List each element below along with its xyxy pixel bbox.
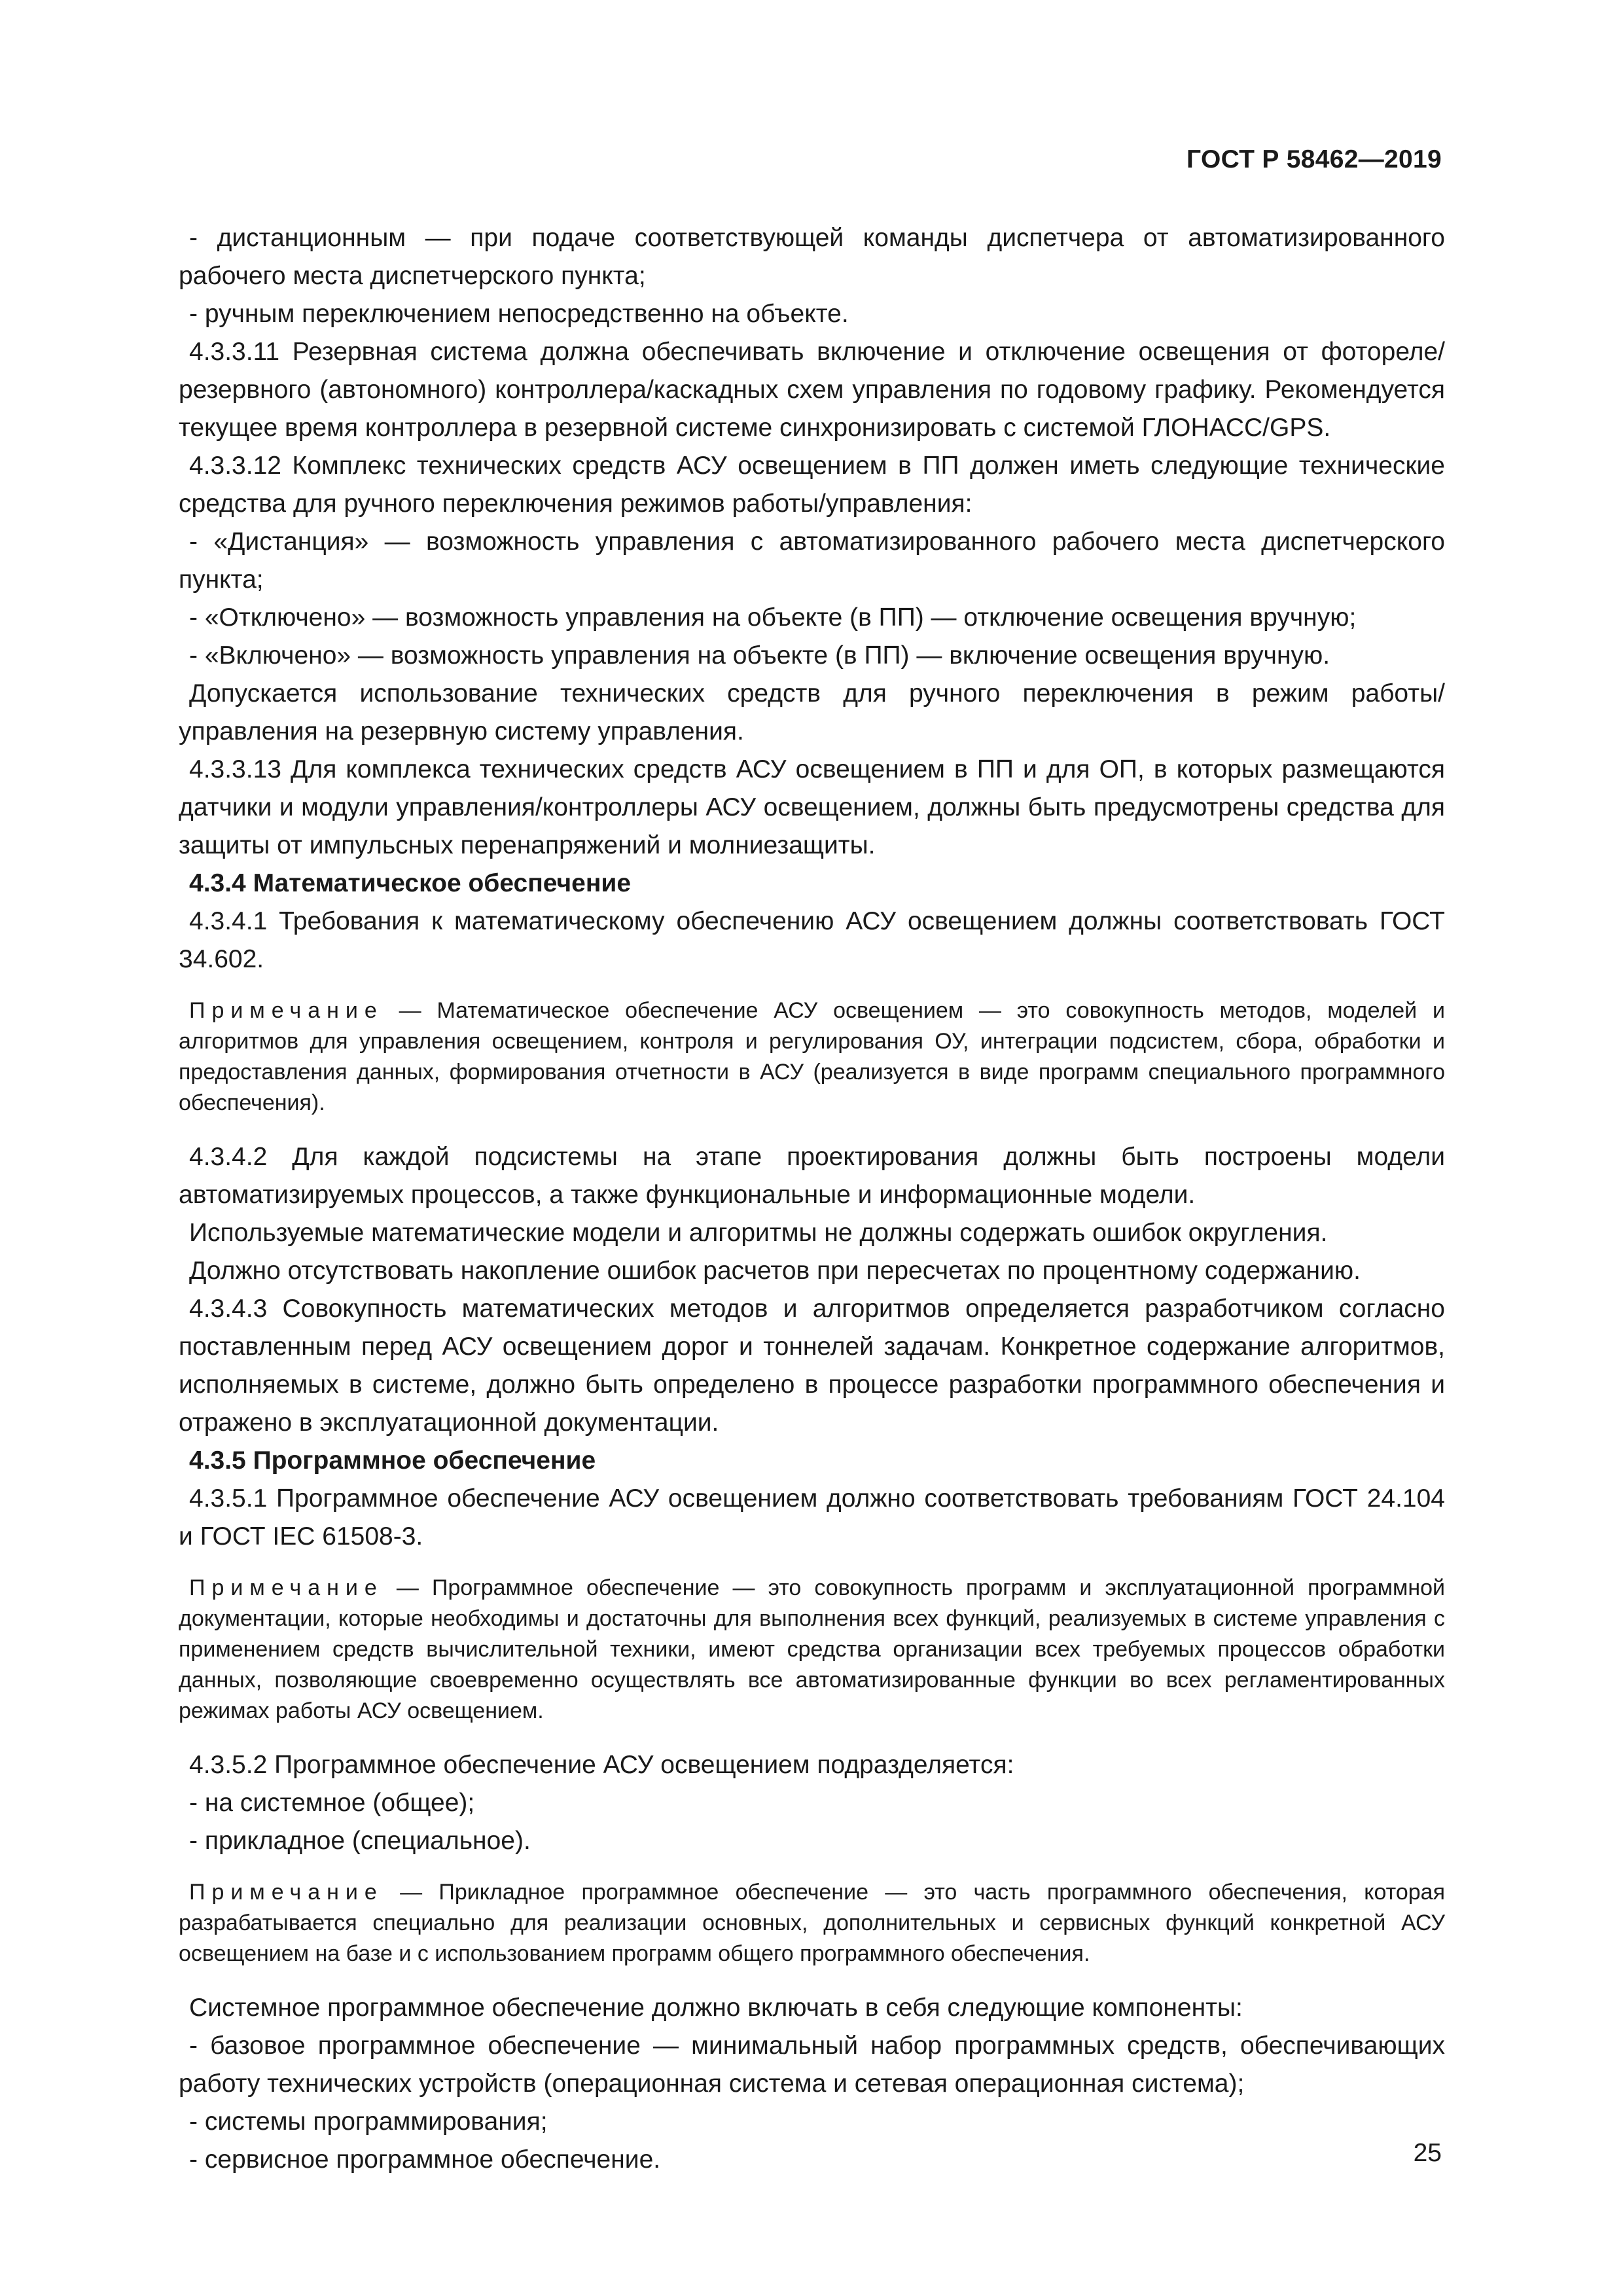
note-paragraph: [179, 996, 1445, 1119]
body-paragraph: Используемые математические модели и алгоритмы не должны содержать ошибок округления.: [189, 1219, 1328, 1247]
note-label: Примечание: [189, 1575, 383, 1600]
body-paragraph: Допускается использование технических средств для ручного переключения в режим работы/ управления на резервную систему управления.: [179, 679, 1445, 745]
clause-paragraph: 4.3.5.2 Программное обеспечение АСУ освещением подразделяется:: [189, 1751, 1014, 1779]
page-number: 25: [1413, 2139, 1442, 2167]
clause-paragraph: 4.3.4.3 Совокупность математических методов и алгоритмов определяется разработчиком согласно поставленным перед АСУ освещением дорог и тоннелей задачам. Конкретное содержание алгоритмов, исполняемых в системе, должно быть определено в процессе разработки программного обеспечения и отражено в эксплуатационной документации.: [179, 1295, 1445, 1437]
list-item: - на системное (общее);: [189, 1789, 475, 1817]
list-item: - базовое программное обеспечение — минимальный набор программных средств, обеспечивающих работу технических устройств (операционная система и сетевая операционная система);: [179, 2032, 1445, 2098]
section-heading: 4.3.5 Программное обеспечение: [189, 1446, 596, 1475]
clause-paragraph: 4.3.4.2 Для каждой подсистемы на этапе проектирования должны быть построены модели автоматизируемых процессов, а также функциональные и информационные модели.: [179, 1143, 1445, 1209]
note-paragraph: [179, 1877, 1445, 1969]
list-item: - прикладное (специальное).: [189, 1827, 531, 1855]
note-paragraph: [179, 1573, 1445, 1727]
note-text: — Программное обеспечение — это совокупность программ и эксплуатационной программной документации, которые необходимы и достаточны для выполнения всех функций, реализуемых в системе управления с применением средств вычислительной техники, имеют средства организации всех требуемых процессов обработки данных, позволяющие своевременно осуществлять все автоматизированные функции во всех регламентированных режимах работы АСУ освещением.: [179, 1575, 1446, 1723]
note-label: Примечание: [189, 1880, 383, 1905]
document-designation: ГОСТ Р 58462—2019: [1186, 145, 1442, 173]
body-paragraph: Системное программное обеспечение должно включать в себя следующие компоненты:: [189, 1994, 1243, 2022]
clause-paragraph: 4.3.4.1 Требования к математическому обеспечению АСУ освещением должны соответствовать ГОСТ 34.602.: [179, 907, 1445, 973]
list-item: - ручным переключением непосредственно на объекте.: [189, 300, 849, 328]
body-paragraph: Должно отсутствовать накопление ошибок расчетов при пересчетах по процентному содержанию.: [189, 1257, 1361, 1285]
clause-paragraph: 4.3.3.13 Для комплекса технических средств АСУ освещением в ПП и для ОП, в которых размещаются датчики и модули управления/контроллеры АСУ освещением, должны быть предусмотрены средства для защиты от импульсных перенапряжений и молниезащиты.: [179, 755, 1445, 859]
clause-paragraph: 4.3.5.1 Программное обеспечение АСУ освещением должно соответствовать требованиям ГОСТ 24.104 и ГОСТ IEC 61508-3.: [179, 1484, 1445, 1551]
list-item: - системы программирования;: [189, 2108, 548, 2136]
clause-paragraph: 4.3.3.11 Резервная система должна обеспечивать включение и отключение освещения от фотореле/резервного (автономного) контроллера/каскадных схем управления по годовому графику. Рекомендуется текущее время контроллера в резервной системе синхронизировать с системой ГЛОНАСС/GPS.: [179, 338, 1445, 442]
list-item: - «Включено» — возможность управления на объекте (в ПП) — включение освещения вручную.: [189, 641, 1330, 670]
list-item: - дистанционным — при подаче соответствующей команды диспетчера от автоматизированного рабочего места диспетчерского пункта;: [179, 224, 1445, 290]
note-label: Примечание: [189, 998, 383, 1023]
clause-paragraph: 4.3.3.12 Комплекс технических средств АСУ освещением в ПП должен иметь следующие технические средства для ручного переключения режимов работы/управления:: [179, 452, 1445, 518]
note-text: — Математическое обеспечение АСУ освещением — это совокупность методов, моделей и алгоритмов для управления освещением, контроля и регулирования ОУ, интеграции подсистем, сбора, обработки и предоставления данных, формирования отчетности в АСУ (реализуется в виде программ специального программного обеспечения).: [179, 998, 1446, 1115]
note-text: — Прикладное программное обеспечение — это часть программного обеспечения, которая разрабатывается специально для реализации основных, дополнительных и сервисных функций конкретной АСУ освещением на базе и с использованием программ общего программного обеспечения.: [179, 1880, 1445, 1966]
list-item: - «Дистанция» — возможность управления с автоматизированного рабочего места диспетчерского пункта;: [179, 528, 1445, 594]
section-heading: 4.3.4 Математическое обеспечение: [189, 869, 632, 897]
list-item: - сервисное программное обеспечение.: [189, 2145, 661, 2174]
page-body: [179, 219, 1445, 2179]
list-item: - «Отключено» — возможность управления на объекте (в ПП) — отключение освещения вручную;: [189, 603, 1357, 632]
